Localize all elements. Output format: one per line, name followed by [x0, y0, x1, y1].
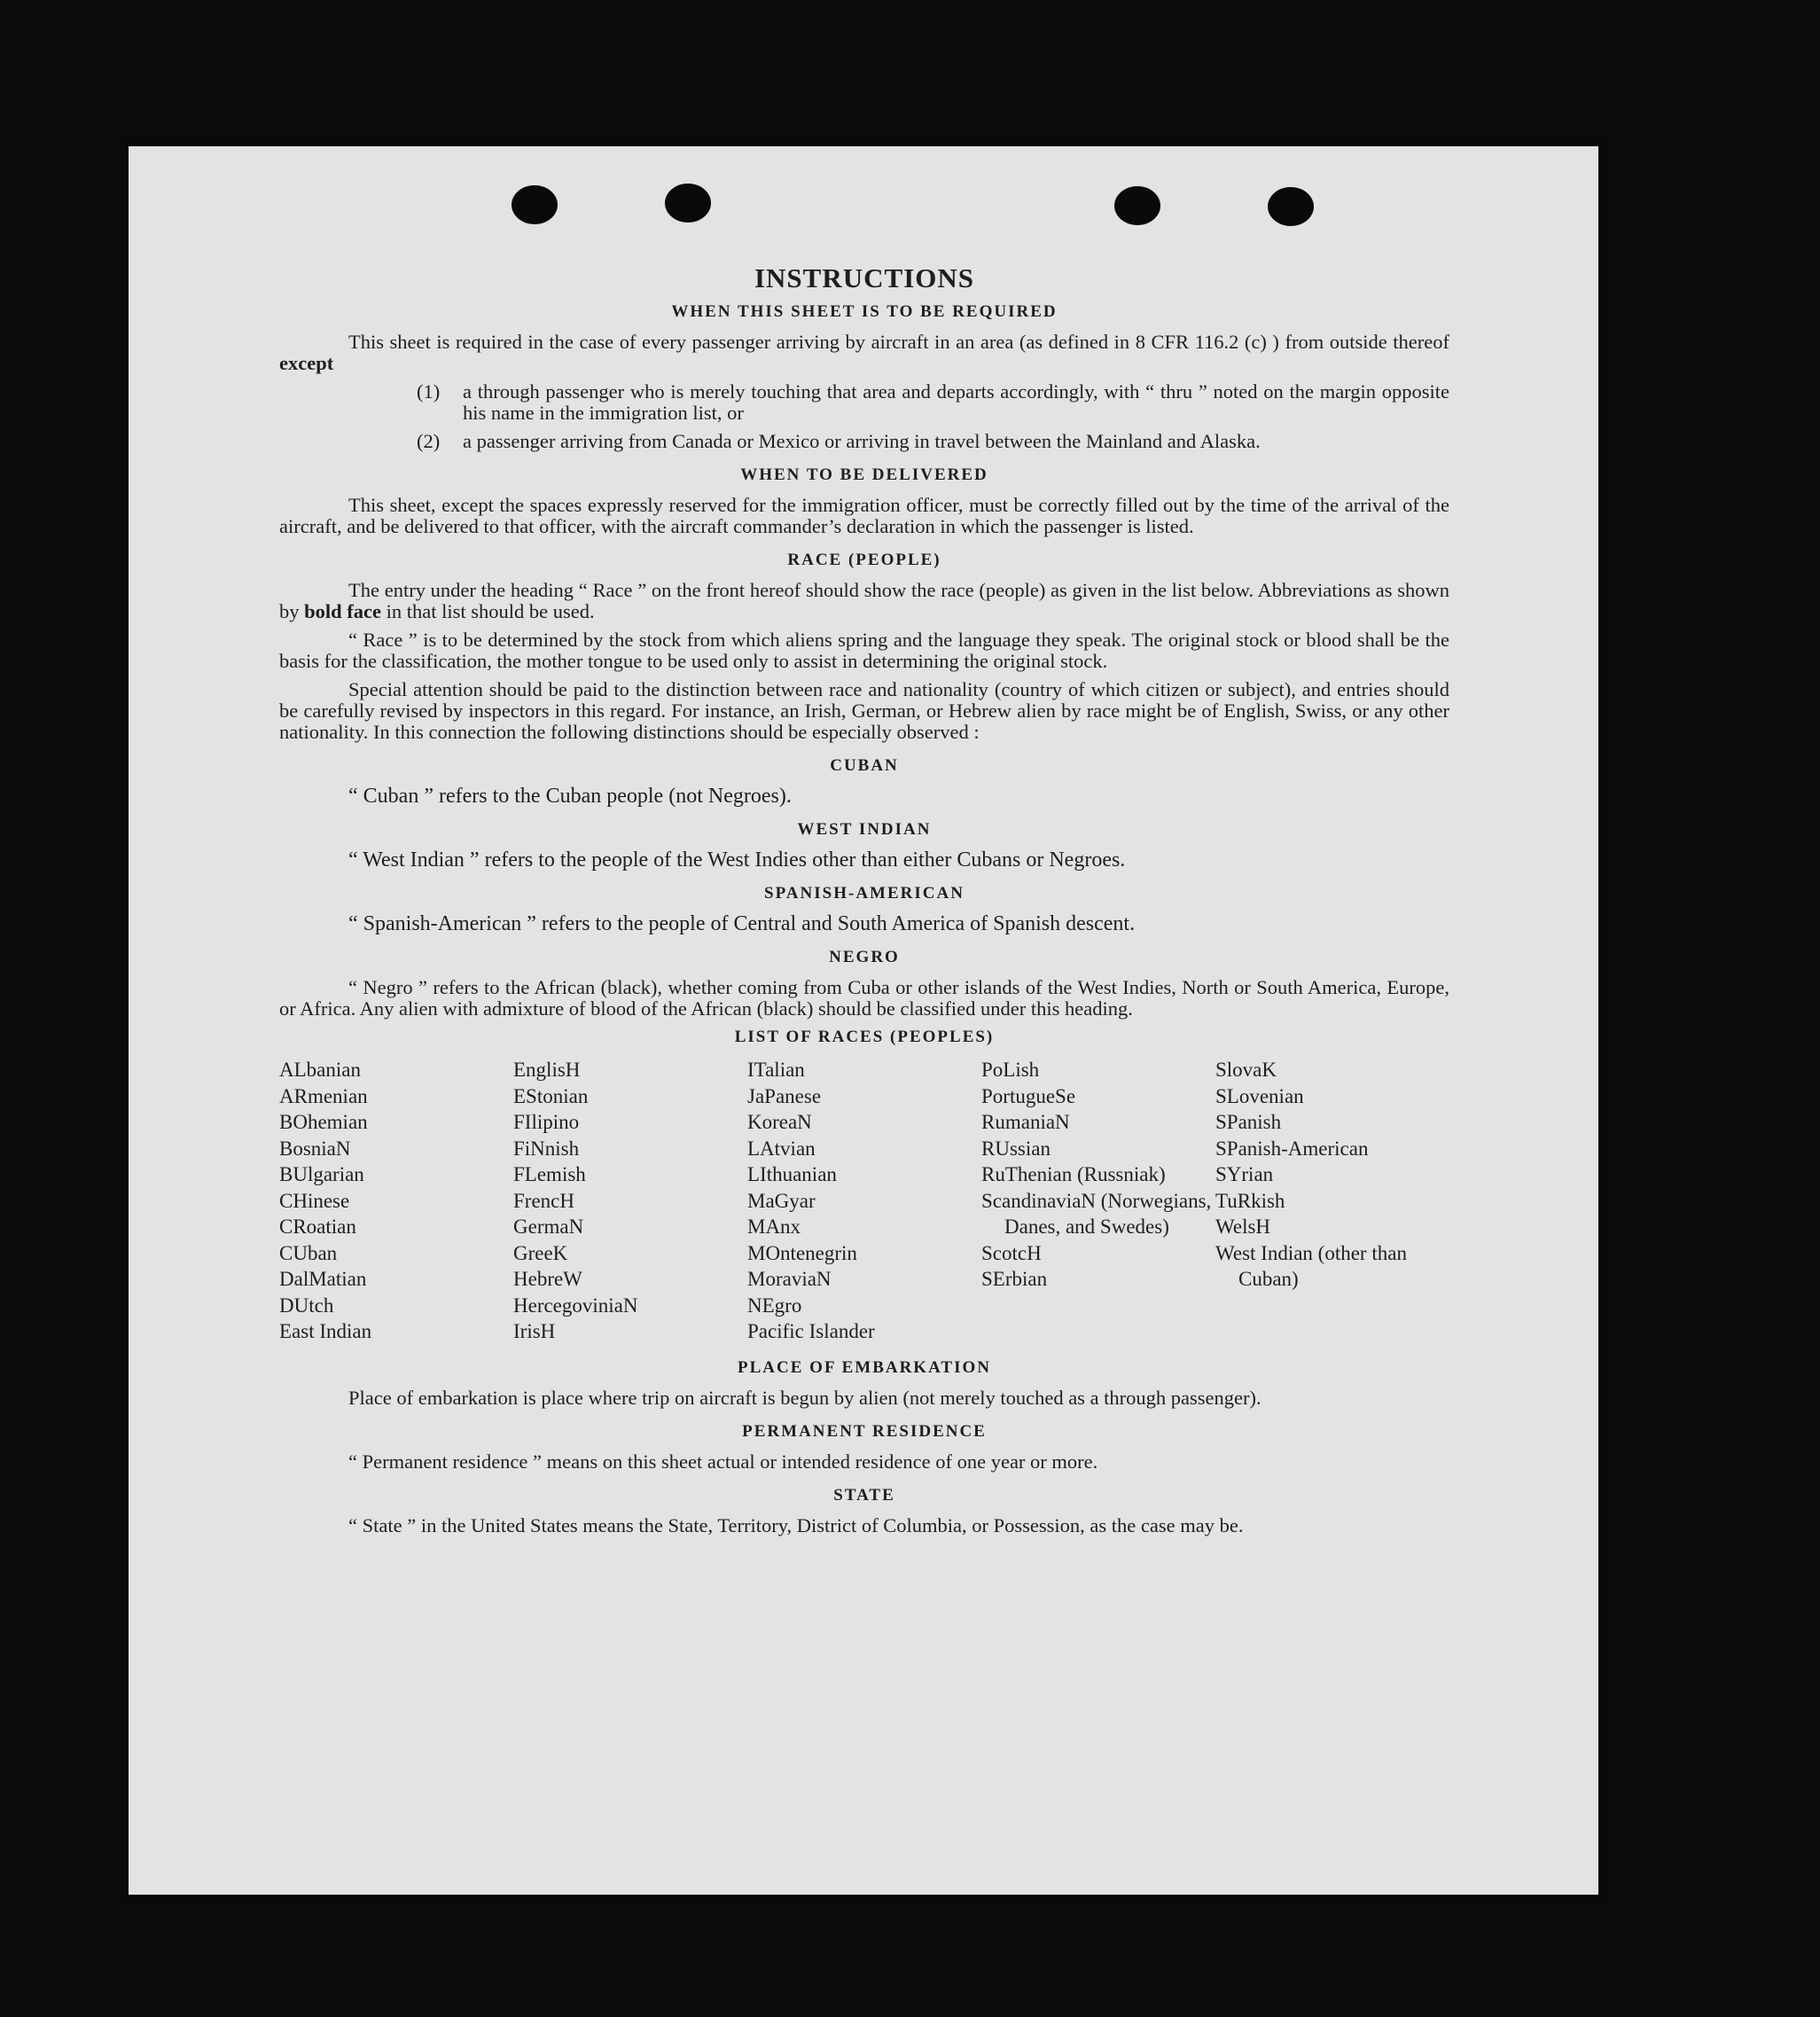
race-list-item: ScandinaviaN (Norwegians, Danes, and Swedes) — [981, 1189, 1212, 1238]
race-list-item: LAtvian — [747, 1137, 816, 1160]
race-list-item: ITalian — [747, 1059, 805, 1081]
race-paragraph-3: Special attention should be paid to the distinction between race and nationality (country of which citizen or subject), and entries should be carefully revised by inspectors in this regard. For instance, an Irish, German, or Hebrew alien by race might be of English, Swiss, or any other nationality. In this connection the following distinctions should be especially observed : — [279, 678, 1449, 743]
race-list-item: HercegoviniaN — [513, 1294, 638, 1317]
race-list-item: EStonian — [513, 1084, 589, 1107]
race-list-item: NEgro — [747, 1294, 802, 1317]
race-column — [1215, 1057, 1449, 1345]
section-heading-negro: NEGRO — [829, 948, 900, 966]
race-list-item: DUtch — [279, 1294, 334, 1317]
section-heading-state: STATE — [833, 1485, 895, 1505]
race-list-item: CUban — [279, 1241, 338, 1264]
race-list-item: SYrian — [1215, 1163, 1274, 1185]
race-list-item: West Indian (other than Cuban) — [1215, 1241, 1407, 1290]
race-list-item: RUssian — [981, 1137, 1051, 1160]
embarkation-text: Place of embarkation is place where trip on aircraft is begun by alien (not merely touched as a through passenger). — [348, 1386, 1262, 1409]
race-list-item: SLovenian — [1215, 1084, 1304, 1107]
race-list-item: DalMatian — [279, 1268, 367, 1290]
instructions-content — [279, 262, 1449, 1544]
section-heading-embarkation: PLACE OF EMBARKATION — [738, 1357, 991, 1377]
punch-hole — [1268, 187, 1314, 226]
race-list-item: MoraviaN — [747, 1268, 832, 1290]
race-column — [747, 1057, 981, 1345]
required-item: (2) a passenger arriving from Canada or Mexico or arriving in travel between the Mainland and Alaska. — [417, 430, 1261, 452]
race-list-item: JaPanese — [747, 1084, 822, 1107]
race-list-item: ScotcH — [981, 1241, 1042, 1264]
race-list-item: SPanish-American — [1215, 1137, 1369, 1160]
race-list-item: ALbanian — [279, 1059, 361, 1081]
race-list-item: GermaN — [513, 1216, 584, 1238]
punch-hole — [665, 184, 711, 223]
race-list-item: FiNnish — [513, 1137, 580, 1160]
race-list-item: FrencH — [513, 1189, 574, 1212]
race-list-item: CRoatian — [279, 1216, 356, 1238]
section-heading-required: WHEN THIS SHEET IS TO BE REQUIRED — [671, 302, 1058, 321]
race-list-item: KoreaN — [747, 1111, 812, 1133]
race-list-item: ARmenian — [279, 1084, 368, 1107]
race-list-item: LIthuanian — [747, 1163, 837, 1185]
race-list-item: PoLish — [981, 1059, 1040, 1081]
race-list-item: East Indian — [279, 1320, 372, 1342]
race-list-item: GreeK — [513, 1241, 568, 1264]
race-list-item: MOntenegrin — [747, 1241, 857, 1264]
race-paragraph-1: The entry under the heading “ Race ” on the front hereof should show the race (people) as given in the list below. Abbreviations as shown by bold face in that list should be used. — [279, 579, 1449, 622]
race-list-item: IrisH — [513, 1320, 556, 1342]
race-paragraph-2: “ Race ” is to be determined by the stock from which aliens spring and the language they speak. The original stock or blood shall be the basis for the classification, the mother tongue to be used only to assist in determining the original stock. — [279, 629, 1449, 672]
document-page — [129, 146, 1598, 1895]
race-list-item: HebreW — [513, 1268, 582, 1290]
spanish-american-text: “ Spanish-American ” refers to the people of Central and South America of Spanish descent. — [348, 912, 1136, 935]
race-list-item: CHinese — [279, 1189, 350, 1212]
section-heading-delivered: WHEN TO BE DELIVERED — [740, 465, 988, 484]
race-column — [981, 1057, 1215, 1345]
race-list-item: FLemish — [513, 1163, 586, 1185]
delivered-text: This sheet, except the spaces expressly reserved for the immigration officer, must be correctly filled out by the time of the arrival of the aircraft, and be delivered to that officer, with the aircraft commander’s declaration in which the passenger is listed. — [279, 494, 1449, 537]
race-column — [513, 1057, 747, 1345]
punch-hole — [1114, 186, 1160, 225]
race-list-item: SPanish — [1215, 1111, 1282, 1133]
race-list-item: TuRkish — [1215, 1189, 1285, 1212]
required-intro: This sheet is required in the case of every passenger arriving by aircraft in an area (as defined in 8 CFR 116.2 (c) ) from outside thereof except — [279, 331, 1449, 374]
west-indian-text: “ West Indian ” refers to the people of the West Indies other than either Cubans or Negroes. — [348, 848, 1126, 872]
race-list-item: MaGyar — [747, 1189, 816, 1212]
section-heading-race: RACE (PEOPLE) — [787, 551, 941, 569]
race-list-item: FIlipino — [513, 1111, 580, 1133]
residence-text: “ Permanent residence ” means on this sheet actual or intended residence of one year or more. — [348, 1450, 1098, 1473]
race-list-item: WelsH — [1215, 1216, 1271, 1238]
section-heading-spanish-american: SPANISH-AMERICAN — [764, 884, 965, 903]
race-list-item: RumaniaN — [981, 1111, 1070, 1133]
cuban-text: “ Cuban ” refers to the Cuban people (not Negroes). — [348, 785, 792, 808]
race-list — [279, 1057, 1449, 1345]
race-list-item: EnglisH — [513, 1059, 581, 1081]
race-list-item: BOhemian — [279, 1111, 368, 1133]
race-list-item: MAnx — [747, 1216, 801, 1238]
race-list-item: BosniaN — [279, 1137, 351, 1160]
race-list-item: Pacific Islander — [747, 1320, 875, 1342]
race-list-item: BUlgarian — [279, 1163, 364, 1185]
required-item: (1) a through passenger who is merely touching that area and departs accordingly, with “ thru ” noted on the margin opposite his name in the immigration list, or — [417, 380, 1449, 424]
race-list-item: SErbian — [981, 1268, 1048, 1290]
section-heading-list-of-races: LIST OF RACES (PEOPLES) — [734, 1028, 995, 1046]
negro-text: “ Negro ” refers to the African (black), whether coming from Cuba or other islands of the West Indies, North or South America, Europe, or Africa. Any alien with admixture of blood of the African (black) should be classified under this heading. — [279, 976, 1449, 1020]
page-title: INSTRUCTIONS — [754, 262, 974, 293]
section-heading-west-indian: WEST INDIAN — [797, 820, 932, 839]
state-text: “ State ” in the United States means the State, Territory, District of Columbia, or Possession, as the case may be. — [348, 1513, 1244, 1536]
race-list-item: RuThenian (Russniak) — [981, 1163, 1166, 1185]
race-list-item: SlovaK — [1215, 1059, 1277, 1081]
section-heading-residence: PERMANENT RESIDENCE — [742, 1421, 987, 1441]
race-column — [279, 1057, 513, 1345]
race-list-item: PortugueSe — [981, 1084, 1076, 1107]
section-heading-cuban: CUBAN — [830, 756, 899, 775]
punch-hole — [512, 185, 558, 224]
